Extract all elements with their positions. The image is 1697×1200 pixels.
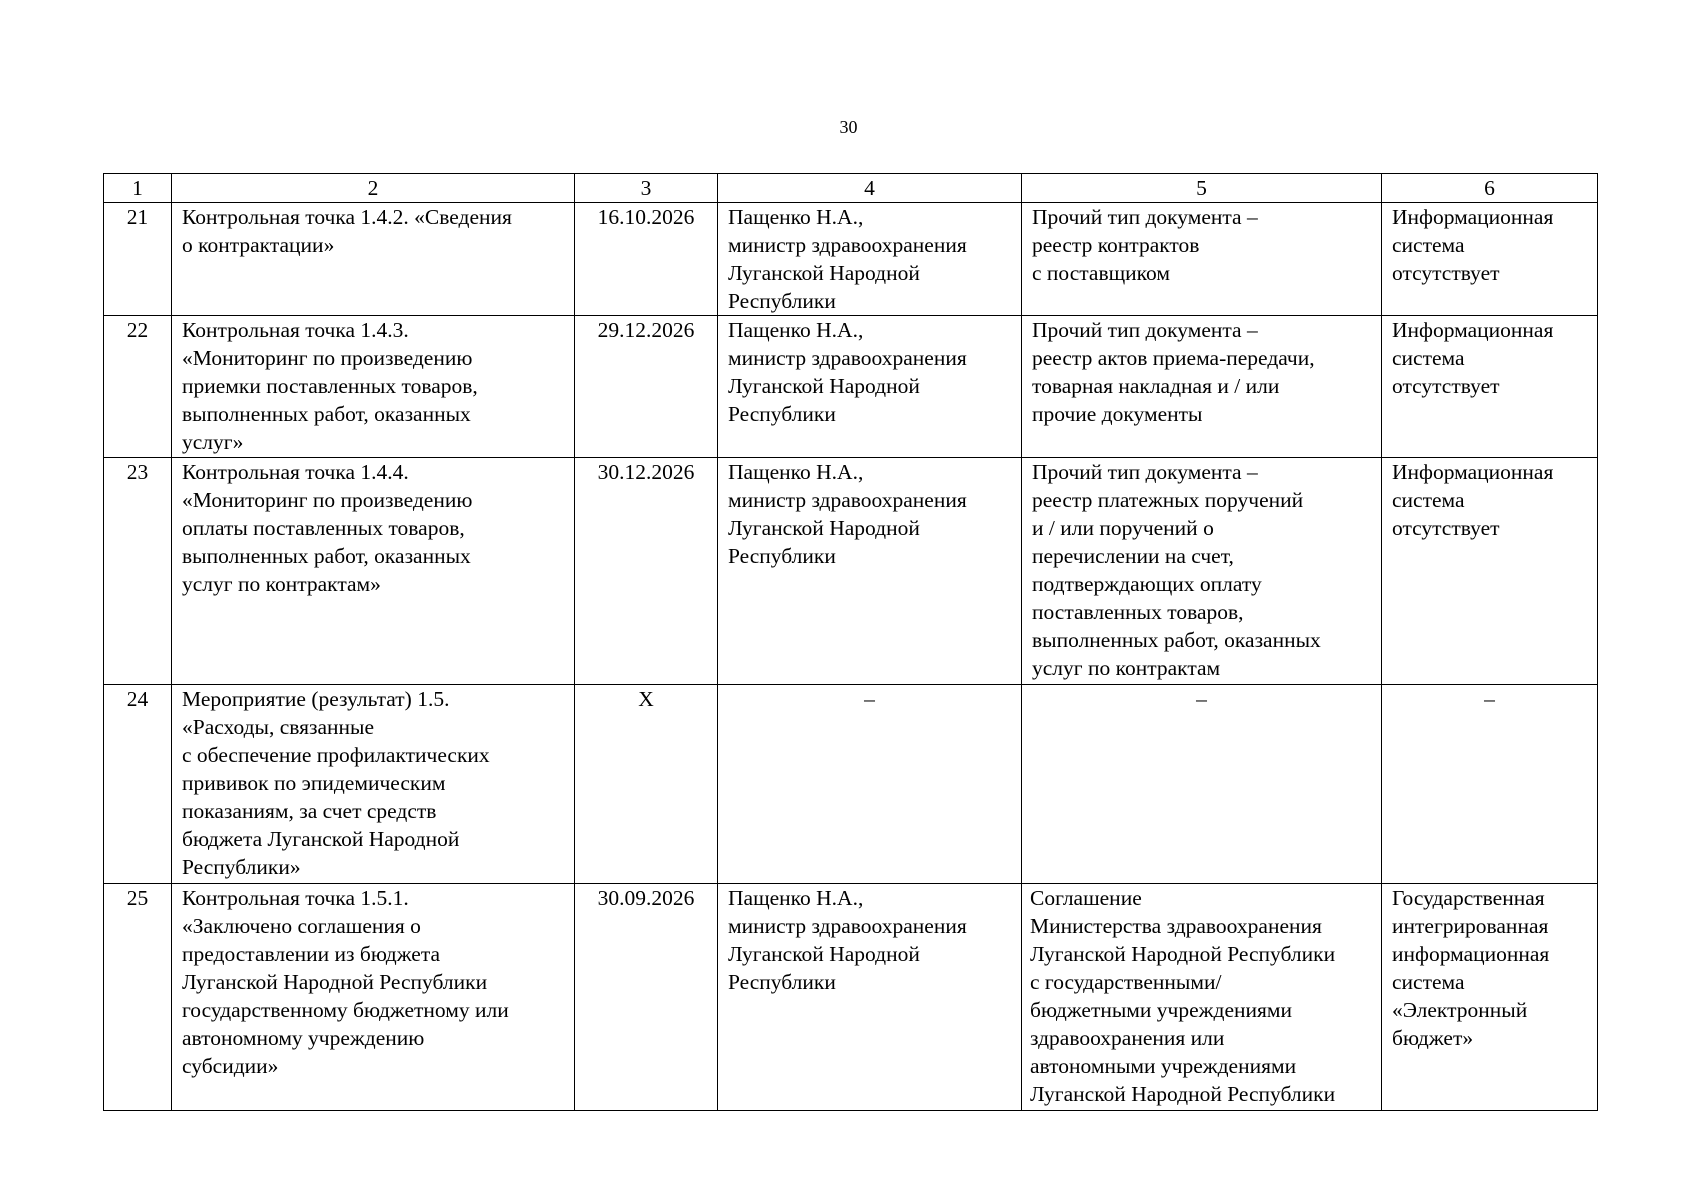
table-row — [104, 316, 1598, 458]
table-row — [104, 203, 1598, 316]
information-system — [1382, 884, 1598, 1111]
responsible-person-text: Пащенко Н.А., министр здравоохранения Луганской Народной Республики — [728, 205, 967, 313]
row-number: 25 — [104, 884, 172, 1111]
event-name — [172, 458, 575, 685]
information-system — [1382, 458, 1598, 685]
information-system-text: Информационная система отсутствует — [1392, 318, 1554, 398]
document-type — [1022, 458, 1382, 685]
document-type-text: Прочий тип документа – реестр актов приема-передачи, товарная накладная и / или прочие документы — [1032, 318, 1315, 426]
responsible-person — [718, 884, 1022, 1111]
event-name — [172, 316, 575, 458]
document-type-text: Прочий тип документа – реестр платежных поручений и / или поручений о перечислении на счет, подтверждающих оплату поставленных товаров, выполненных работ, оказанных услуг по контрактам — [1032, 460, 1321, 680]
information-system: – — [1382, 685, 1598, 884]
row-number: 24 — [104, 685, 172, 884]
event-name — [172, 685, 575, 884]
row-number: 23 — [104, 458, 172, 685]
responsible-person-text: Пащенко Н.А., министр здравоохранения Луганской Народной Республики — [728, 886, 967, 994]
due-date: X — [575, 685, 718, 884]
header-col-6: 6 — [1382, 174, 1598, 203]
due-date: 30.09.2026 — [575, 884, 718, 1111]
information-system — [1382, 203, 1598, 316]
row-number: 22 — [104, 316, 172, 458]
table-row — [104, 458, 1598, 685]
due-date: 30.12.2026 — [575, 458, 718, 685]
responsible-person: – — [718, 685, 1022, 884]
responsible-person-text: Пащенко Н.А., министр здравоохранения Луганской Народной Республики — [728, 460, 967, 568]
table-header-row — [104, 174, 1598, 203]
event-name — [172, 884, 575, 1111]
information-system-text: Информационная система отсутствует — [1392, 460, 1554, 540]
information-system — [1382, 316, 1598, 458]
information-system-text: Информационная система отсутствует — [1392, 205, 1554, 285]
header-col-1: 1 — [104, 174, 172, 203]
header-col-3: 3 — [575, 174, 718, 203]
page-number: 30 — [839, 117, 858, 137]
due-date: 16.10.2026 — [575, 203, 718, 316]
document-type: – — [1022, 685, 1382, 884]
header-col-5: 5 — [1022, 174, 1382, 203]
responsible-person — [718, 203, 1022, 316]
document-type — [1022, 316, 1382, 458]
event-name-text: Контрольная точка 1.4.2. «Сведения о контрактации» — [182, 205, 512, 257]
row-number: 21 — [104, 203, 172, 316]
table-row — [104, 884, 1598, 1111]
responsible-person-text: Пащенко Н.А., министр здравоохранения Луганской Народной Республики — [728, 318, 967, 426]
document-type — [1022, 203, 1382, 316]
event-name — [172, 203, 575, 316]
information-system-text: Государственная интегрированная информационная система «Электронный бюджет» — [1392, 886, 1550, 1050]
header-col-4: 4 — [718, 174, 1022, 203]
event-name-text: Контрольная точка 1.5.1. «Заключено соглашения о предоставлении из бюджета Луганской Народной Республики государственному бюджетному или автономному учреждению субсидии» — [182, 886, 509, 1078]
control-points-table — [103, 173, 1598, 1111]
responsible-person — [718, 458, 1022, 685]
document-type-text: Соглашение Министерства здравоохранения Луганской Народной Республики с государственными/ бюджетными учреждениями здравоохранения или автономными учреждениями Луганской Народной Республики — [1030, 886, 1336, 1106]
event-name-text: Мероприятие (результат) 1.5. «Расходы, связанные с обеспечение профилактических прививок по эпидемическим показаниям, за счет средств бюджета Луганской Народной Республики» — [182, 687, 490, 879]
header-col-2: 2 — [172, 174, 575, 203]
document-type-text: Прочий тип документа – реестр контрактов с поставщиком — [1032, 205, 1258, 285]
responsible-person — [718, 316, 1022, 458]
event-name-text: Контрольная точка 1.4.3. «Мониторинг по произведению приемки поставленных товаров, выполненных работ, оказанных услуг» — [182, 318, 478, 454]
due-date: 29.12.2026 — [575, 316, 718, 458]
table-row — [104, 685, 1598, 884]
document-type — [1022, 884, 1382, 1111]
event-name-text: Контрольная точка 1.4.4. «Мониторинг по произведению оплаты поставленных товаров, выполненных работ, оказанных услуг по контрактам» — [182, 460, 473, 596]
